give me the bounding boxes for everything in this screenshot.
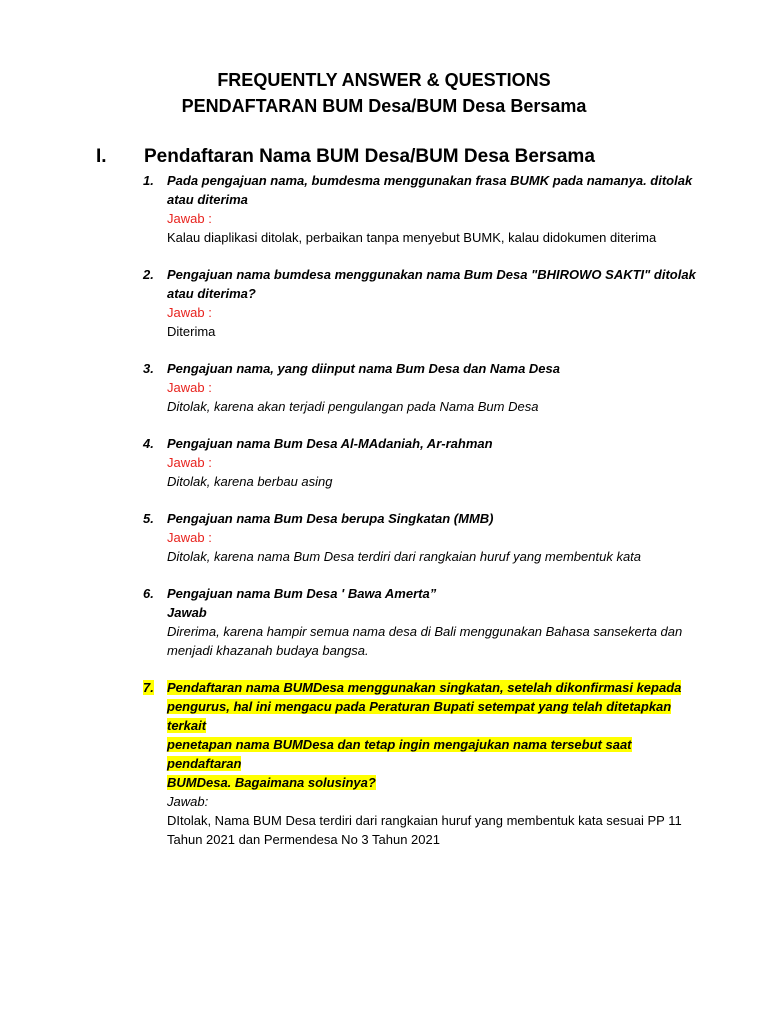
section-title: Pendaftaran Nama BUM Desa/BUM Desa Bersama [144, 146, 595, 167]
jawab-label: Jawab: [167, 794, 209, 809]
answer-text-line: Ditolak, karena akan terjadi pengulangan pada Nama Bum Desa [167, 399, 539, 414]
answer-text-line: Direrima, karena hampir semua nama desa di Bali menggunakan Bahasa sansekerta dan [167, 624, 683, 639]
question-text-line: Pada pengajuan nama, bumdesma menggunakan frasa BUMK pada namanya. ditolak [167, 173, 693, 188]
question-text-line: Pendaftaran nama BUMDesa menggunakan singkatan, setelah dikonfirmasi kepada [167, 680, 682, 695]
question-text-line: BUMDesa. Bagaimana solusinya? [167, 775, 376, 790]
answer-text-line: menjadi khazanah budaya bangsa. [167, 643, 369, 658]
answer-text-line: Tahun 2021 dan Permendesa No 3 Tahun 2021 [167, 832, 440, 847]
jawab-label: Jawab : [167, 530, 212, 545]
document-title-line-2: PENDAFTARAN BUM Desa/BUM Desa Bersama [181, 96, 587, 116]
question-text-line: Pengajuan nama Bum Desa ' Bawa Amerta” [167, 586, 437, 601]
question-text-line: pengurus, hal ini mengacu pada Peraturan Bupati setempat yang telah ditetapkan terkait [167, 699, 672, 733]
question-number: 6. [143, 586, 154, 601]
question-text-line: Pengajuan nama, yang diinput nama Bum Desa dan Nama Desa [167, 361, 560, 376]
answer-text-line: Ditolak, karena berbau asing [167, 474, 333, 489]
question-text-line: atau diterima? [167, 286, 256, 301]
question-number: 2. [143, 267, 154, 282]
jawab-label: Jawab [167, 605, 207, 620]
question-text-line: Pengajuan nama Bum Desa berupa Singkatan (MMB) [167, 511, 494, 526]
question-number [143, 678, 154, 697]
answer-text-line: DItolak, Nama BUM Desa terdiri dari rangkaian huruf yang membentuk kata sesuai PP 11 [167, 813, 682, 828]
question-number: 5. [143, 511, 154, 526]
document-title-line-1: FREQUENTLY ANSWER & QUESTIONS [217, 70, 551, 90]
question-text-line: atau diterima [167, 192, 248, 207]
answer-text-line: Ditolak, karena nama Bum Desa terdiri dari rangkaian huruf yang membentuk kata [167, 549, 642, 564]
jawab-label: Jawab : [167, 305, 212, 320]
question-number: 4. [143, 436, 154, 451]
question-number: 3. [143, 361, 154, 376]
question-text-line: Pengajuan nama Bum Desa Al-MAdaniah, Ar-rahman [167, 436, 493, 451]
jawab-label: Jawab : [167, 380, 212, 395]
jawab-label: Jawab : [167, 211, 212, 226]
answer-text-line: Kalau diaplikasi ditolak, perbaikan tanpa menyebut BUMK, kalau didokumen diterima [167, 230, 657, 245]
highlight: 7. [143, 680, 154, 695]
answer-text-line: Diterima [167, 324, 216, 339]
question-text-line: Pengajuan nama bumdesa menggunakan nama Bum Desa "BHIROWO SAKTI" ditolak [167, 267, 696, 282]
jawab-label: Jawab : [167, 455, 212, 470]
section-number: I. [96, 146, 107, 167]
question-number: 1. [143, 173, 154, 188]
question-text-line: penetapan nama BUMDesa dan tetap ingin mengajukan nama tersebut saat pendaftaran [167, 737, 632, 771]
